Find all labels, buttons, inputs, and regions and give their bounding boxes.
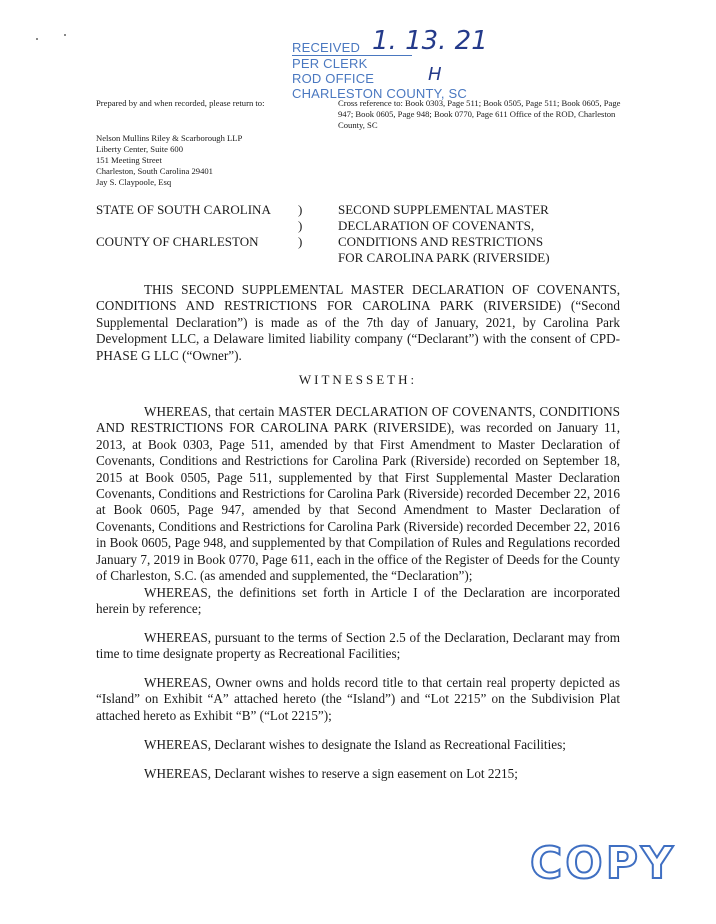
caption-line: CONDITIONS AND RESTRICTIONS bbox=[338, 234, 544, 249]
witnesseth-heading: WITNESSETH: bbox=[298, 372, 418, 387]
handwritten-initials: H bbox=[428, 64, 442, 85]
whereas-clause bbox=[96, 737, 620, 753]
paren: ) bbox=[298, 218, 303, 233]
scan-speck bbox=[64, 34, 66, 36]
stamp-received: RECEIVED bbox=[292, 40, 412, 56]
whereas-text: WHEREAS, Declarant wishes to reserve a sign easement on Lot 2215; bbox=[144, 766, 518, 781]
whereas-clause bbox=[96, 404, 620, 584]
address-line: Jay S. Claypoole, Esq bbox=[96, 177, 172, 187]
whereas-text: WHEREAS, pursuant to the terms of Section 2.5 of the Declaration, Declarant may from time to time designate property as Recreational Facilities; bbox=[96, 630, 620, 662]
caption-line: SECOND SUPPLEMENTAL MASTER bbox=[338, 202, 549, 217]
whereas-text: WHEREAS, the definitions set forth in Article I of the Declaration are incorporated herein by reference; bbox=[96, 585, 620, 617]
prepared-by-label: Prepared by and when recorded, please return to: bbox=[96, 98, 265, 108]
whereas-clause bbox=[96, 585, 620, 618]
county-label: COUNTY OF CHARLESTON bbox=[96, 234, 259, 249]
handwritten-date: 1. 13. 21 bbox=[372, 26, 488, 56]
address-line: Charleston, South Carolina 29401 bbox=[96, 166, 213, 176]
whereas-text: WHEREAS, that certain MASTER DECLARATION OF COVENANTS, CONDITIONS AND RESTRICTIONS FOR CAROLINA PARK (RIVERSIDE), was recorded on January 11, 2013, at Book 0303, Page 511, amended by that First Amendment to Master Declaration of Covenants, Conditions and Restrictions for Carolina Park (Riverside) recorded on September 18, 2015 at Book 0505, Page 511, supplemented by that First Supplemental Master Declaration Covenants, Conditions and Restrictions for Carolina Park (Riverside) recorded December 22, 2016 at Book 0605, Page 947, amended by that Second Amendment to Master Declaration of Covenants, Conditions and Restrictions for Carolina Park (Riverside) recorded December 22, 2016 in Book 0605, Page 948, and supplemented by that Compilation of Rules and Regulations recorded January 7, 2019 in Book 0770, Page 611, each in the office of the Register of Deeds for the County of Charleston, S.C. (as amended and supplemented, the “Declaration”); bbox=[96, 404, 620, 584]
whereas-text: WHEREAS, Declarant wishes to designate the Island as Recreational Facilities; bbox=[144, 737, 566, 752]
copy-stamp: COPY bbox=[530, 838, 676, 889]
caption-line: DECLARATION OF COVENANTS, bbox=[338, 218, 535, 233]
intro-paragraph: THIS SECOND SUPPLEMENTAL MASTER DECLARATION OF COVENANTS, CONDITIONS AND RESTRICTIONS FOR CAROLINA PARK (RIVERSIDE) (“Second Supplemental Declaration”) is made as of the 7th day of January, 2021, by Carolina Park Development LLC, a Delaware limited liability company (“Declarant”) with the consent of CPD-PHASE G LLC (“Owner”). bbox=[96, 282, 620, 363]
jurisdiction-block bbox=[96, 202, 271, 250]
stamp-per-clerk: PER CLERK bbox=[292, 56, 368, 71]
caption-line: FOR CAROLINA PARK (RIVERSIDE) bbox=[338, 250, 550, 265]
intro-section bbox=[96, 282, 620, 364]
jurisdiction-parens bbox=[298, 202, 302, 250]
paren: ) bbox=[298, 202, 303, 217]
stamp-county: CHARLESTON COUNTY, SC bbox=[292, 86, 467, 101]
return-address bbox=[96, 133, 242, 188]
whereas-clause bbox=[96, 675, 620, 724]
paren: ) bbox=[298, 234, 303, 249]
address-line: 151 Meeting Street bbox=[96, 155, 162, 165]
whereas-clause bbox=[96, 766, 620, 782]
stamp-rod-office: ROD OFFICE bbox=[292, 71, 375, 86]
cross-reference: Cross reference to: Book 0303, Page 511; Book 0505, Page 511; Book 0605, Page 947; Book 0605, Page 948; Book 0770, Page 611 Office of the ROD, Charleston County, SC bbox=[338, 98, 621, 130]
address-line: Liberty Center, Suite 600 bbox=[96, 144, 184, 154]
whereas-clause bbox=[96, 630, 620, 663]
state-label: STATE OF SOUTH CAROLINA bbox=[96, 202, 271, 217]
document-caption bbox=[338, 202, 550, 266]
whereas-text: WHEREAS, Owner owns and holds record title to that certain real property depicted as “Island” on Exhibit “A” attached hereto (the “Island”) and “Lot 2215” on the Subdivision Plat attached hereto as Exhibit “B” (“Lot 2215”); bbox=[96, 675, 620, 723]
scan-speck bbox=[36, 38, 38, 40]
address-line: Nelson Mullins Riley & Scarborough LLP bbox=[96, 133, 243, 143]
